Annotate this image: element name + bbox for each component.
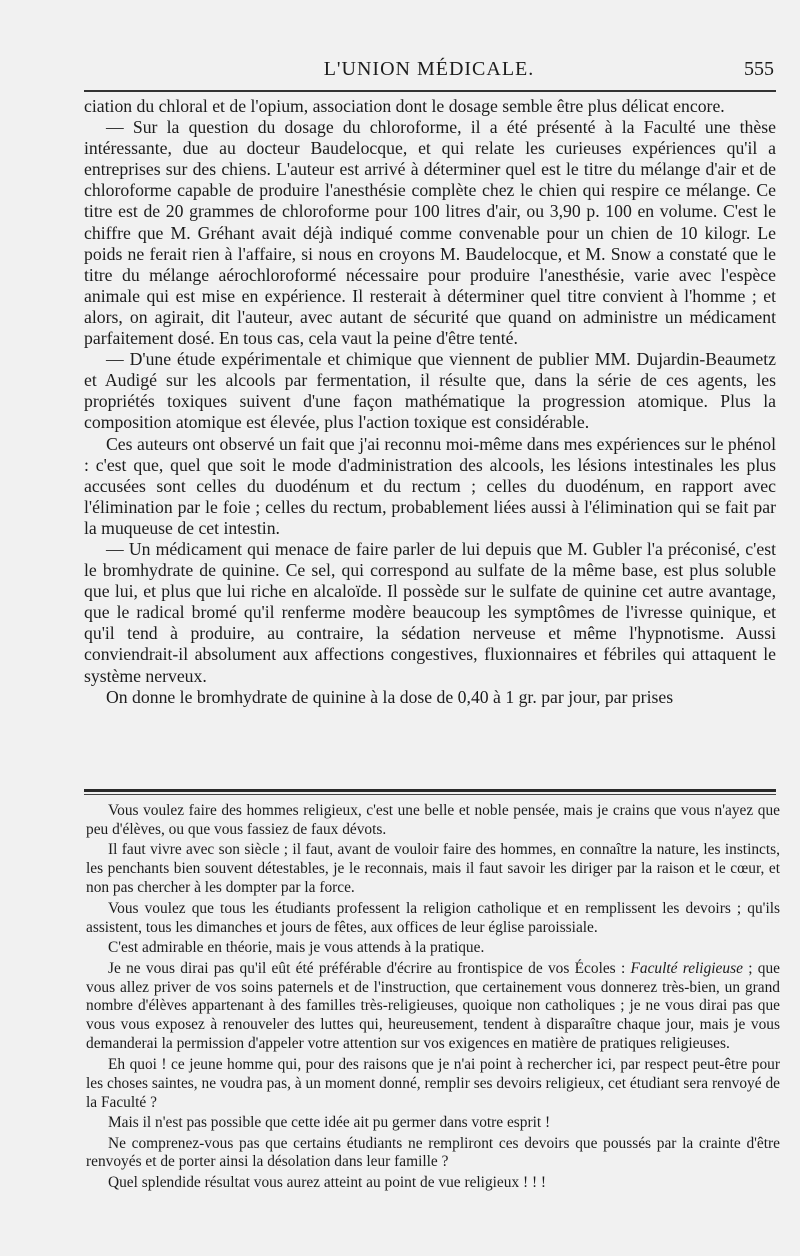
- page-number: 555: [744, 58, 774, 80]
- faculte-religieuse-italic: Faculté religieuse: [630, 959, 743, 977]
- feuilleton-paragraph: Ne comprenez-vous pas que certains étudiants ne rempliront ces devoirs que poussés par la crainte d'être renvoyés et de porter ainsi la désolation dans leur famille ?: [86, 1134, 780, 1171]
- running-title: L'UNION MÉDICALE.: [323, 58, 535, 80]
- feuilleton-paragraph: C'est admirable en théorie, mais je vous attends à la pratique.: [108, 939, 485, 957]
- main-paragraph-chloral: ciation du chloral et de l'opium, association dont le dosage semble être plus délicat encore.: [84, 96, 725, 116]
- feuilleton-separator-thin: [84, 794, 776, 795]
- feuilleton-paragraph: Vous voulez que tous les étudiants professent la religion catholique et en remplissent les devoirs ; qu'ils assistent, tous les dimanches et jours de fêtes, aux offices de leur église paroissiale.: [86, 899, 780, 936]
- feuilleton-paragraph: Quel splendide résultat vous aurez atteint au point de vue religieux ! ! !: [108, 1173, 547, 1191]
- feuilleton-text: ; que vous allez priver de vos soins paternels et de l'instruction, que certainement vous donnerez très-bien, un grand nombre d'élèves appartenant à des familles très-religieuses, quoique non catholiques ; je ne vous dirai pas que vous vous exposez à renouveler des luttes qui, heureusement, tendent à disparaître chaque jour, mais je vous demanderai la permission d'appeler votre attention sur vos exigences en matière de pratiques religieuses.: [86, 959, 780, 1053]
- feuilleton-separator-thick: [84, 789, 776, 792]
- main-paragraph-dose: On donne le bromhydrate de quinine à la dose de 0,40 à 1 gr. par jour, par prises: [106, 686, 674, 707]
- header-rule: [84, 90, 776, 92]
- main-paragraph-alcohols: — D'une étude expérimentale et chimique que viennent de publier MM. Dujardin-Beaumetz et Audigé sur les alcools par fermentation, il résulte que, dans la série de ces agents, les propriétés toxiques suivent d'une façon mathématique la progression atomique. Plus la composition atomique est élevée, plus l'action toxique est considérable.: [84, 349, 776, 433]
- feuilleton-paragraph: Mais il n'est pas possible que cette idée ait pu germer dans votre esprit !: [108, 1114, 551, 1132]
- feuilleton-paragraph: Eh quoi ! ce jeune homme qui, pour des raisons que je n'ai point à rechercher ici, par respect peut-être pour les choses saintes, ne voudra pas, à un moment donné, remplir ses devoirs religieux, cet étudiant sera renvoyé de la Faculté ?: [86, 1055, 780, 1111]
- feuilleton-paragraph: Vous voulez faire des hommes religieux, c'est une belle et noble pensée, mais je crains que vous n'ayez que peu d'élèves, ou que vous fassiez de faux dévots.: [86, 802, 780, 838]
- main-paragraph-chloroform: — Sur la question du dosage du chloroforme, il a été présenté à la Faculté une thèse intéressante, due au docteur Baudelocque, et qui relate les curieuses expériences qu'il a entreprises sur des chiens. L'auteur est arrivé à déterminer quel est le titre du mélange d'air et de chloroforme capable de produire l'anesthésie complète chez le chien qui respire ce mélange. Ce titre est de 20 grammes de chloroforme pour 100 litres d'air, ou 3,90 p. 100 en volume. C'est le chiffre que M. Gréhant avait déjà indiqué comme convenable pour un chien de 10 kilogr. Le poids ne ferait rien à l'affaire, si nous en croyons M. Baudelocque, et M. Snow a constaté que le titre du mélange aérochloroformé nécessaire pour produire l'anesthésie, varie avec l'espèce animale qui est mise en expérience. Il resterait à déterminer quel titre convient à l'homme ; et alors, on agirait, dit l'auteur, avec autant de sécurité que quand on administre un médicament parfaitement dosé. En tous cas, cela vaut la peine d'être tenté.: [84, 117, 776, 349]
- feuilleton-paragraph: Il faut vivre avec son siècle ; il faut, avant de vouloir faire des hommes, en connaître la nature, les instincts, les penchants bien souvent détestables, je le reconnais, mais il faut savoir les diriger par la raison et le cœur, et non pas chercher à les dompter par la force.: [86, 841, 780, 897]
- main-article: [84, 96, 776, 708]
- feuilleton-text: Je ne vous dirai pas qu'il eût été préférable d'écrire au frontispice de vos Écoles :: [108, 959, 631, 977]
- feuilleton-section: [86, 802, 780, 1194]
- page-header: [84, 58, 774, 88]
- main-paragraph-bromhydrate: — Un médicament qui menace de faire parler de lui depuis que M. Gubler l'a préconisé, c'est le bromhydrate de quinine. Ce sel, qui correspond au sulfate de la même base, est plus soluble que lui, et plus que lui riche en alcaloïde. Il possède sur le sulfate de quinine cet autre avantage, que le radical bromé qu'il renferme modère beaucoup les symptômes de l'ivresse quinique, et qu'il tend à produire, au contraire, la sédation nerveuse et même l'hypnotisme. Aussi conviendrait-il absolument aux affections congestives, fluxionnaires et fébriles qui attaquent le système nerveux.: [84, 538, 776, 686]
- feuilleton-paragraph: [86, 960, 780, 1055]
- main-paragraph-phenol: Ces auteurs ont observé un fait que j'ai reconnu moi-même dans mes expériences sur le phénol : c'est que, quel que soit le mode d'administration des alcools, les lésions intestinales les plus accusées sont celles du duodénum et du rectum ; celles du duodénum, en rapport avec l'élimination par le foie ; celles du rectum, probablement liées aussi à l'élimination qui se fait par la muqueuse de cet intestin.: [84, 433, 776, 538]
